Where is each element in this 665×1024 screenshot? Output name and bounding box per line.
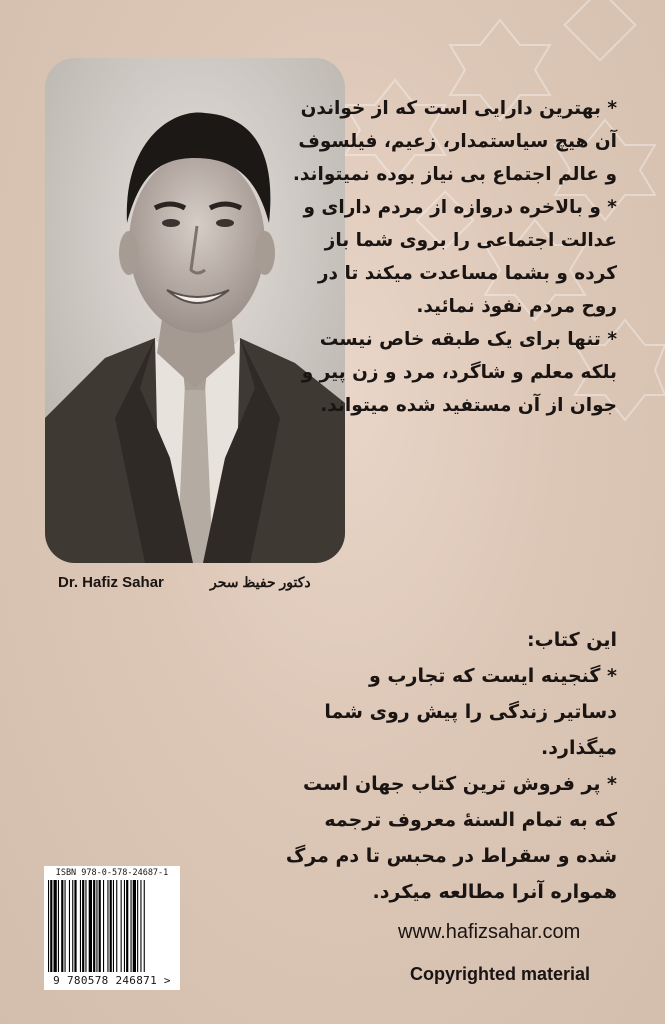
intro-line: جوان از آن مستفید شده میتواند. [320,395,617,416]
intro-line: عدالت اجتماعی را بروی شما باز [324,230,617,251]
isbn-label: ISBN 978-0-578-24687-1 [55,868,169,878]
website-link[interactable]: www.hafizsahar.com [398,921,581,943]
intro-line: * تنها برای یک طبقه خاص نیست [319,329,617,350]
book-description-block [286,622,617,910]
intro-line: روح مردم نفوذ نمائید. [416,296,617,317]
book-line: * پر فروش ترین کتاب جهان است [303,773,617,795]
book-line: که به تمام السنۀ معروف ترجمه [324,809,617,831]
intro-line: بلکه معلم و شاگرد، مرد و زن پیر و [301,362,617,383]
book-heading: این کتاب: [527,629,617,651]
intro-line: کرده و بشما مساعدت میکند تا در [317,263,617,284]
book-line: همواره آنرا مطالعه میکرد. [372,881,617,903]
barcode-bars [48,880,176,972]
isbn-barcode [44,866,180,990]
intro-line: * بهترین دارایی است که از خواندن [300,98,617,119]
author-name-persian: دکتور حفیظ سحر [210,574,311,590]
intro-line: و عالم اجتماع بی نیاز بوده نمیتواند. [292,164,617,185]
intro-text-block [293,92,617,422]
copyright-notice: Copyrighted material [410,964,591,984]
book-line: * گنجینه ایست که تجارب و [368,665,617,687]
book-line: شده و سقراط در محبس تا دم مرگ [285,845,617,867]
intro-line: آن هیچ سیاستمدار، زعیم، فیلسوف [298,131,617,152]
intro-line: * و بالاخره دروازه از مردم دارای و [303,197,617,218]
book-line: دساتیر زندگی را پیش روی شما [324,701,617,723]
author-name-english: Dr. Hafiz Sahar [58,574,164,591]
barcode-digits: 9 780578 246871 > [53,974,171,987]
book-line: میگذارد. [541,737,617,759]
